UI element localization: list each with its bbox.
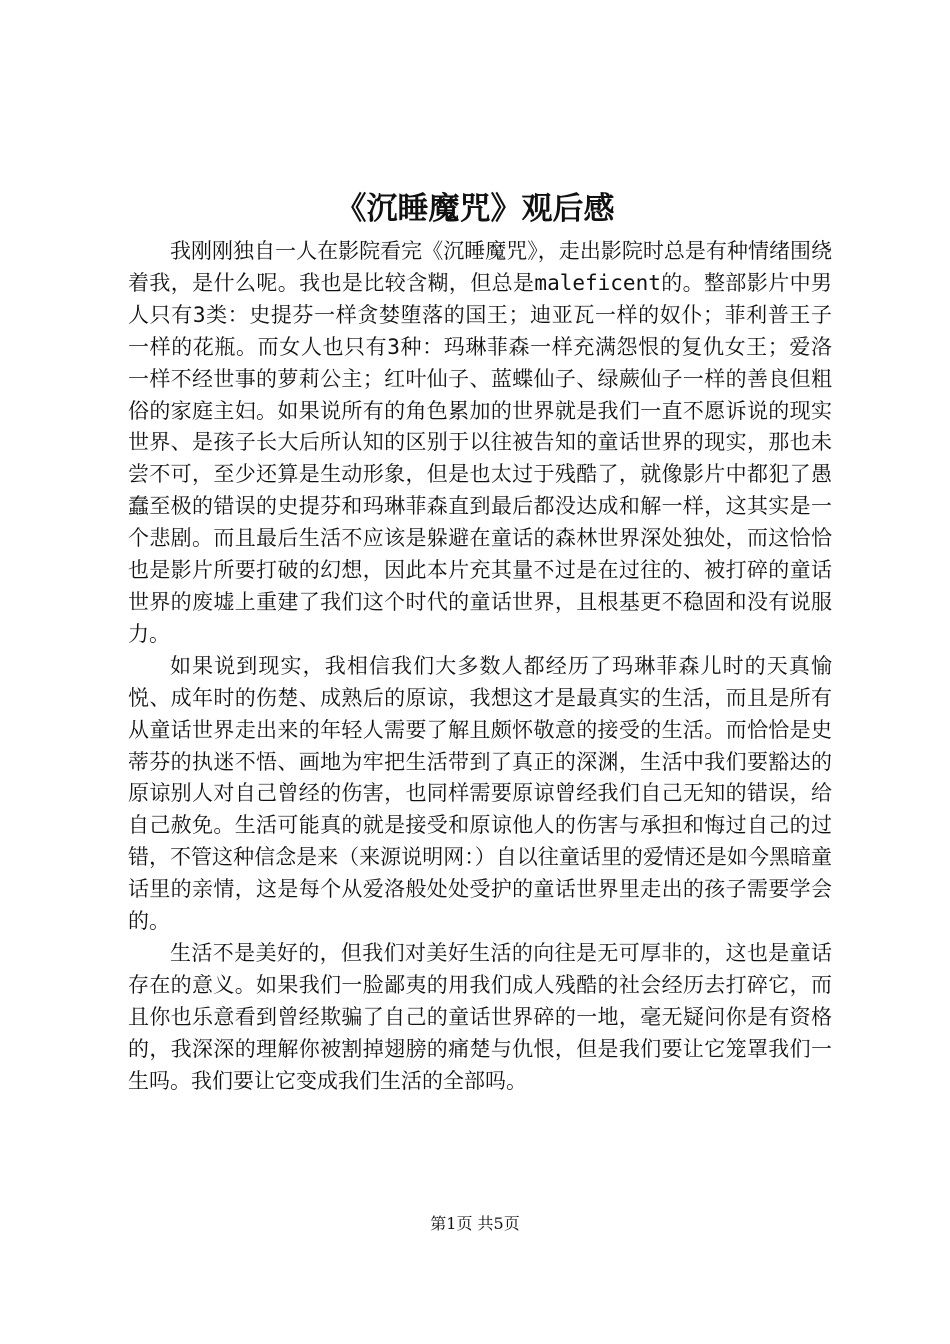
document-body [128, 236, 832, 1097]
paragraph: 我刚刚独自一人在影院看完《沉睡魔咒》，走出影院时总是有种情绪围绕着我，是什么呢。我也是比较含糊，但总是maleficent的。整部影片中男人只有3类：史提芬一样贪婪堕落的国王；迪亚瓦一样的奴仆；菲利普王子一样的花瓶。而女人也只有3种：玛琳菲森一样充满怨恨的复仇女王；爱洛一样不经世事的萝莉公主；红叶仙子、蓝蝶仙子、绿蕨仙子一样的善良但粗俗的家庭主妇。如果说所有的角色累加的世界就是我们一直不愿诉说的现实世界、是孩子长大后所认知的区别于以往被告知的童话世界的现实，那也未尝不可，至少还算是生动形象，但是也太过于残酷了，就像影片中都犯了愚蠢至极的错误的史提芬和玛琳菲森直到最后都没达成和解一样，这其实是一个悲剧。而且最后生活不应该是躲避在童话的森林世界深处独处，而这恰恰也是影片所要打破的幻想，因此本片充其量不过是在过往的、被打碎的童话世界的废墟上重建了我们这个时代的童话世界，且根基更不稳固和没有说服力。 [128, 239, 832, 646]
document-title: 《沉睡魔咒》观后感 [335, 191, 615, 227]
paragraph: 生活不是美好的，但我们对美好生活的向往是无可厚非的，这也是童话存在的意义。如果我们一脸鄙夷的用我们成人残酷的社会经历去打碎它，而且你也乐意看到曾经欺骗了自己的童话世界碎的一地，毫无疑问你是有资格的，我深深的理解你被割掉翅膀的痛楚与仇恨，但是我们要让它笼罩我们一生吗。我们要让它变成我们生活的全部吗。 [128, 940, 832, 1093]
paragraph: 如果说到现实，我相信我们大多数人都经历了玛琳菲森儿时的天真愉悦、成年时的伤楚、成熟后的原谅，我想这才是最真实的生活，而且是所有从童话世界走出来的年轻人需要了解且颇怀敬意的接受的生活。而恰恰是史蒂芬的执迷不悟、画地为牢把生活带到了真正的深渊，生活中我们要豁达的原谅别人对自己曾经的伤害，也同样需要原谅曾经我们自己无知的错误，给自己赦免。生活可能真的就是接受和原谅他人的伤害与承担和悔过自己的过错，不管这种信念是来（来源说明网：）自以往童话里的爱情还是如今黑暗童话里的亲情，这是每个从爱洛般处处受护的童话世界里走出的孩子需要学会的。 [128, 653, 832, 934]
page-number-footer: 第1页 共5页 [430, 1214, 520, 1233]
